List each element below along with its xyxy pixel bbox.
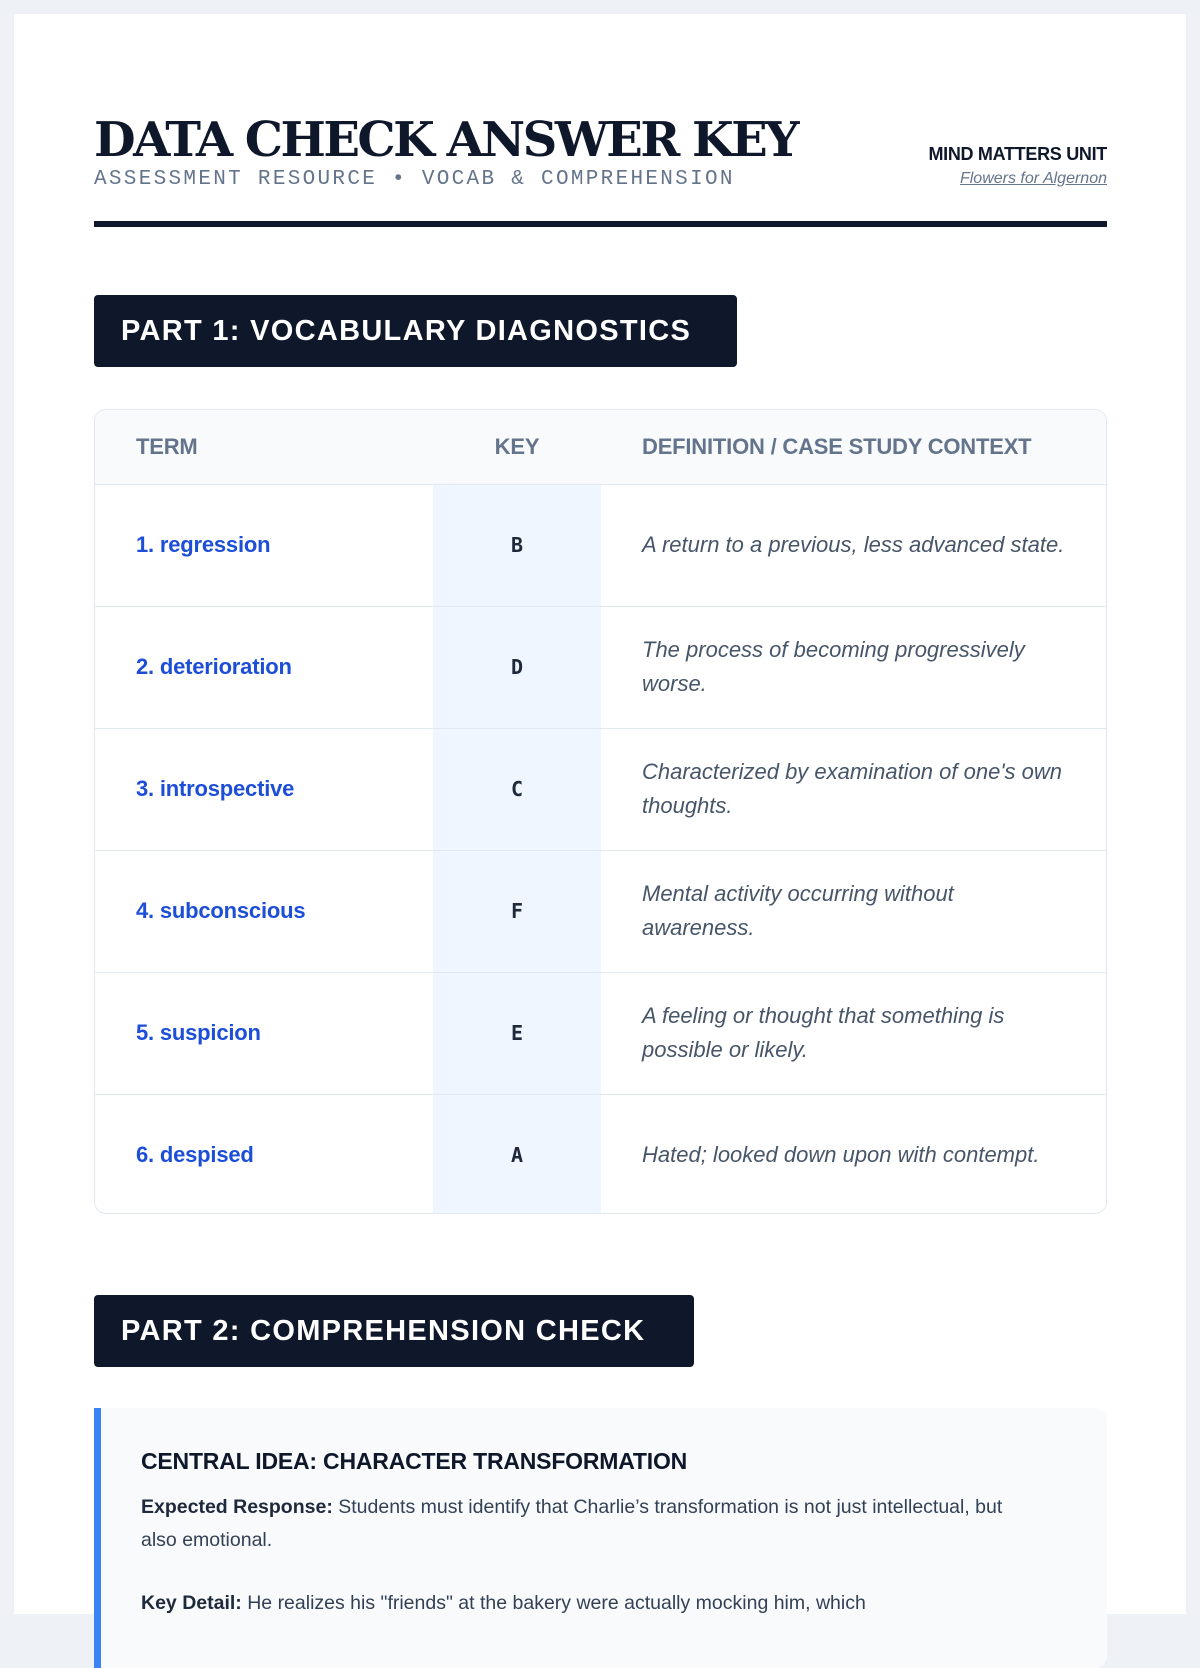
page-subtitle: ASSESSMENT RESOURCE • VOCAB & COMPREHENSION: [94, 168, 735, 191]
key-detail-label: Key Detail:: [141, 1592, 242, 1614]
vocab-term: 1. regression: [136, 532, 271, 557]
vocab-term: 6. despised: [136, 1142, 254, 1167]
part2-heading: PART 2: COMPREHENSION CHECK: [94, 1295, 694, 1367]
table-header: [95, 410, 1106, 485]
unit-name: MIND MATTERS UNIT: [928, 144, 1107, 164]
vocab-term: 2. deterioration: [136, 654, 292, 679]
book-title: Flowers for Algernon: [959, 170, 1107, 187]
expected-response-text: Students must identify that Charlie’s transformation is not just intellectual, but also emotional.: [141, 1496, 1003, 1551]
vocab-term: 4. subconscious: [136, 898, 306, 923]
table-row: [95, 485, 1106, 607]
part1-heading: PART 1: VOCABULARY DIAGNOSTICS: [94, 295, 737, 367]
vocabulary-table: [94, 409, 1107, 1214]
answer-key: D: [510, 655, 524, 679]
comprehension-card: [94, 1408, 1107, 1668]
answer-key: F: [510, 899, 524, 923]
column-header-term: TERM: [136, 434, 198, 459]
answer-key: B: [510, 533, 524, 557]
key-detail: [141, 1587, 1041, 1620]
table-row: [95, 851, 1106, 973]
table-row: [95, 1095, 1106, 1214]
table-row: [95, 607, 1106, 729]
vocab-term: 5. suspicion: [136, 1020, 261, 1045]
page-title: DATA CHECK ANSWER KEY: [94, 112, 798, 168]
definition: The process of becoming progressively worse.: [642, 637, 1025, 696]
definition: Mental activity occurring without awareness.: [642, 881, 954, 940]
card-title: CENTRAL IDEA: CHARACTER TRANSFORMATION: [141, 1448, 688, 1474]
column-header-key: KEY: [494, 434, 540, 459]
document-header: [94, 112, 1107, 224]
definition: Hated; looked down upon with contempt.: [642, 1142, 1040, 1167]
answer-key-sheet: [14, 14, 1186, 1614]
definition: Characterized by examination of one's own thoughts.: [642, 759, 1062, 818]
answer-key: C: [510, 777, 524, 801]
column-header-definition: DEFINITION / CASE STUDY CONTEXT: [642, 434, 1032, 459]
key-detail-text: He realizes his "friends" at the bakery were actually mocking him, which: [247, 1592, 866, 1614]
answer-key: E: [510, 1021, 524, 1045]
expected-response-label: Expected Response:: [141, 1496, 333, 1518]
answer-key: A: [510, 1143, 524, 1167]
vocab-term: 3. introspective: [136, 776, 295, 801]
header-divider: [94, 221, 1107, 227]
table-row: [95, 729, 1106, 851]
table-row: [95, 973, 1106, 1095]
definition: A return to a previous, less advanced state.: [642, 532, 1065, 557]
expected-response: [141, 1491, 1041, 1557]
definition: A feeling or thought that something is possible or likely.: [642, 1003, 1005, 1062]
